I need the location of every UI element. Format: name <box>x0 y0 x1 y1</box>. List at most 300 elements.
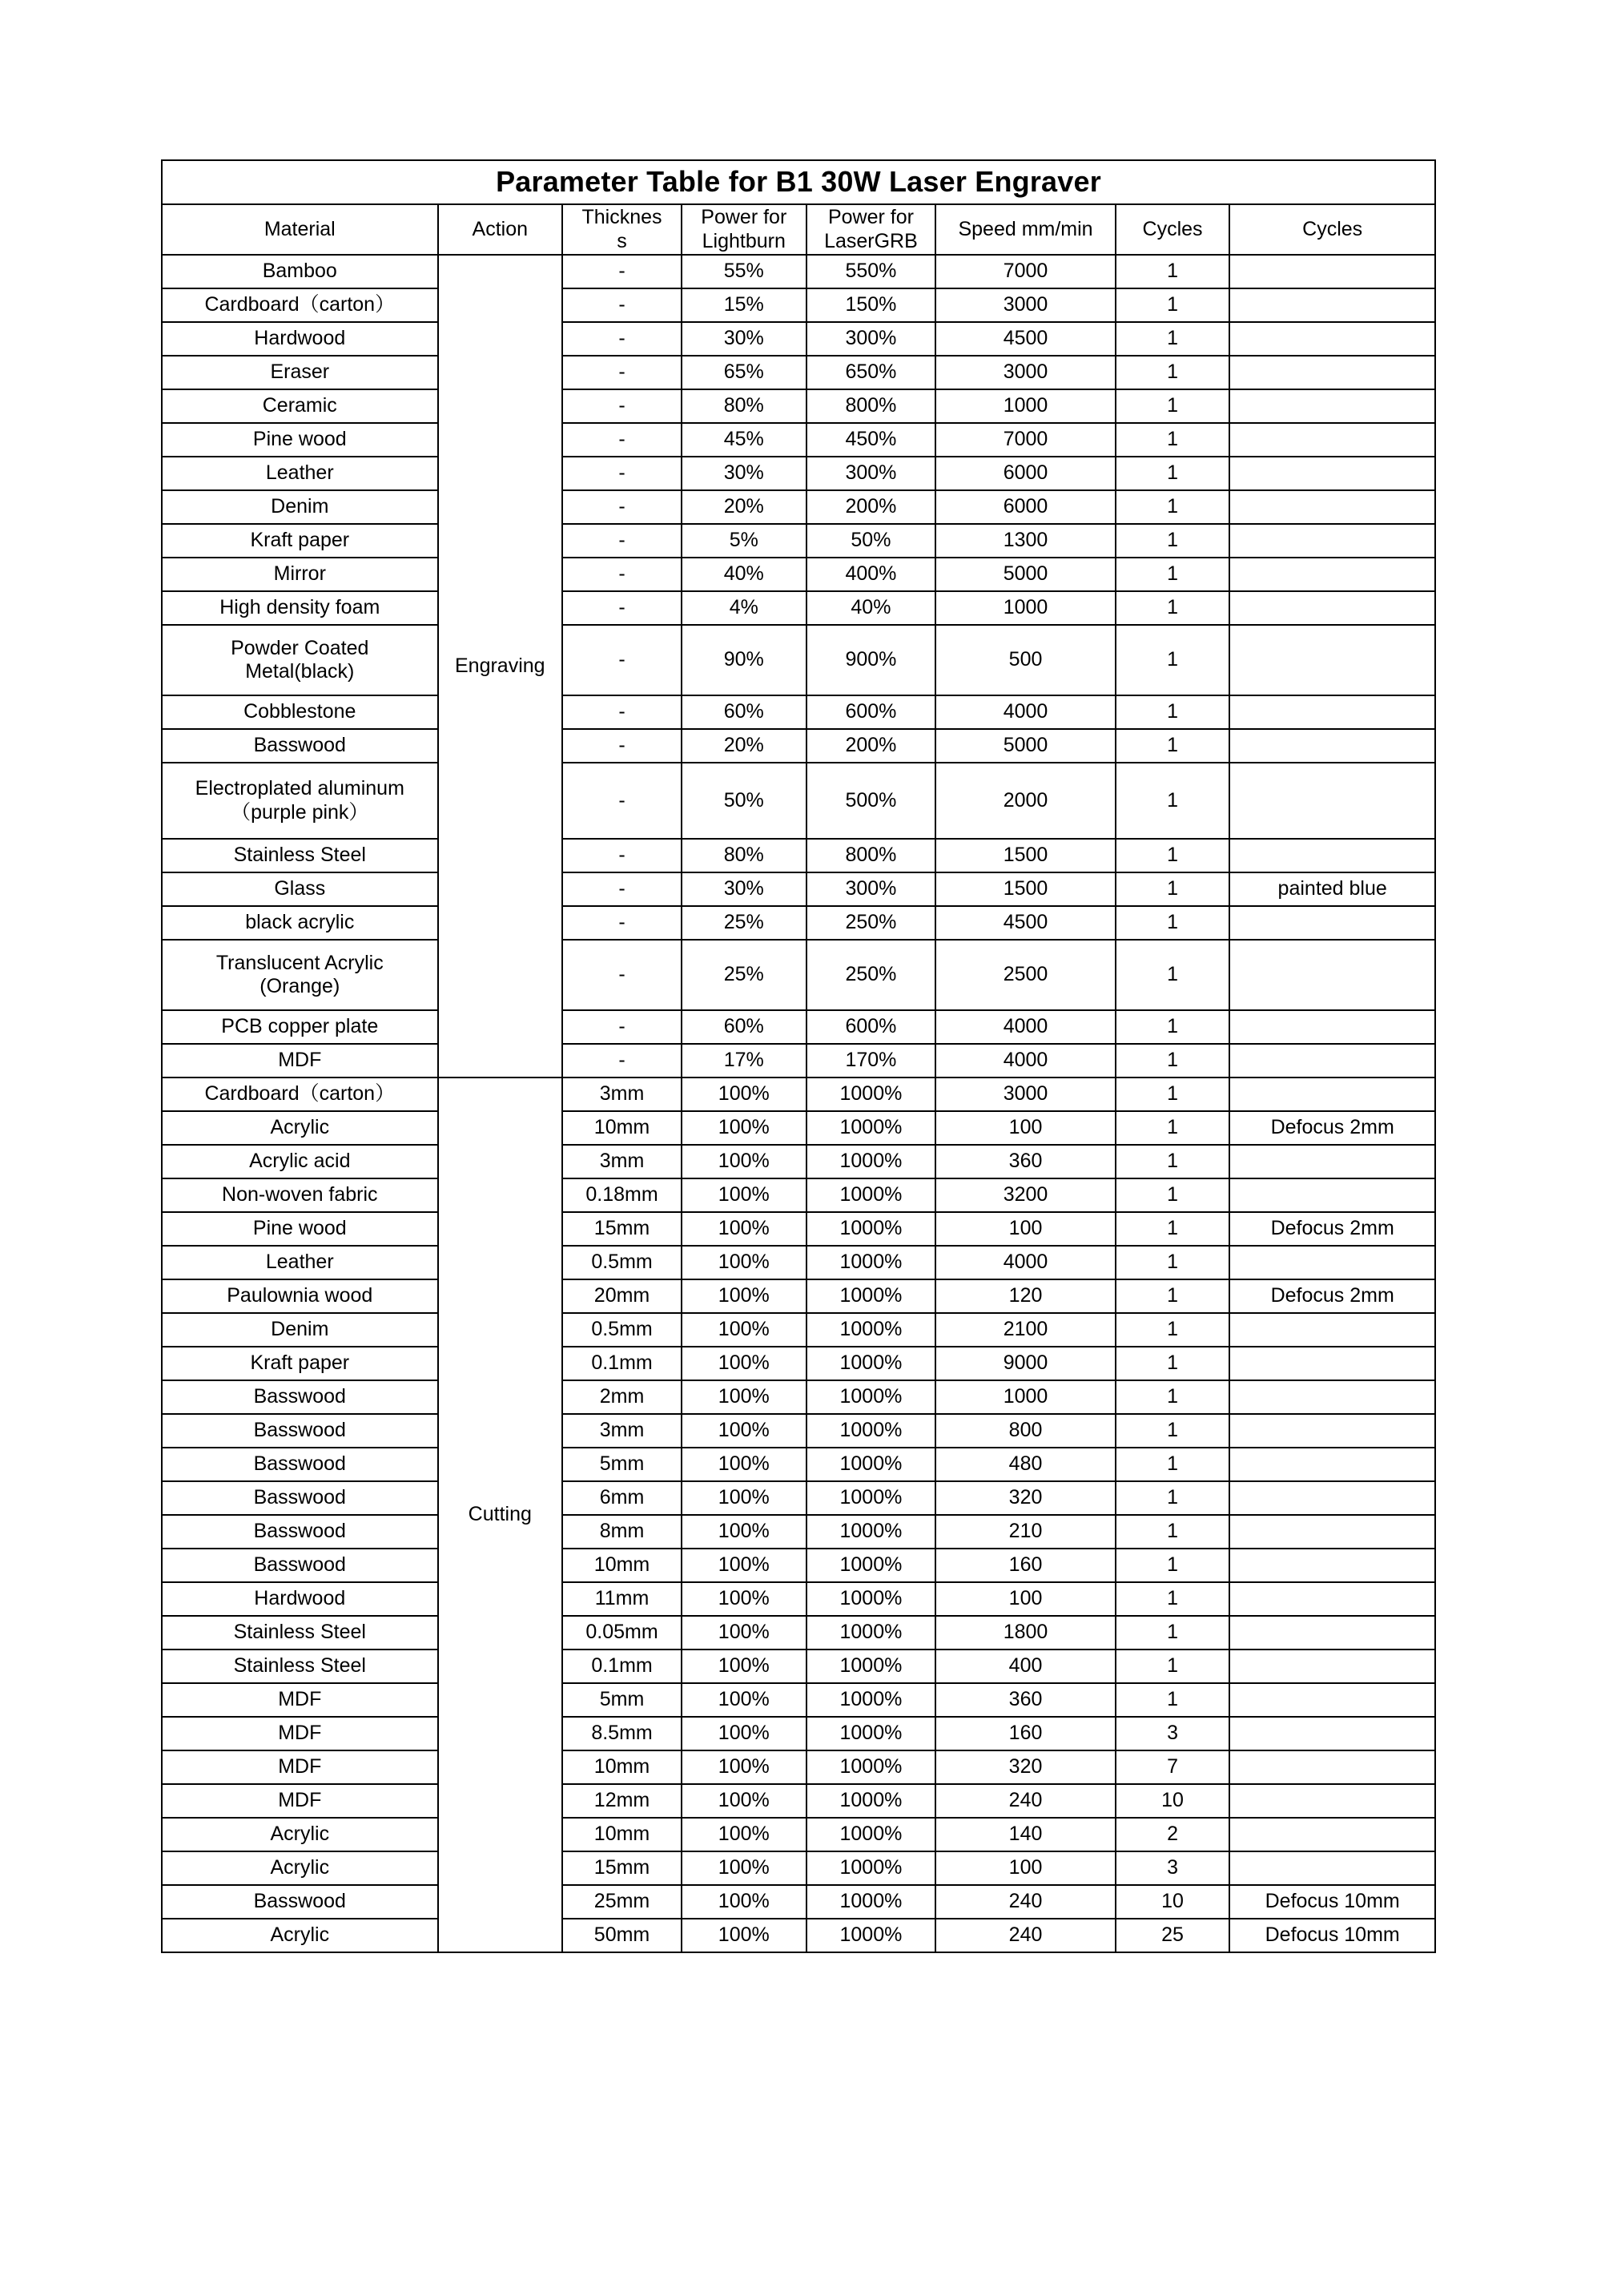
table-row <box>162 1481 1435 1515</box>
cell-power-lasergrb: 600% <box>806 1010 936 1044</box>
cell-cycles: 1 <box>1116 322 1230 356</box>
cell-power-lasergrb: 500% <box>806 763 936 839</box>
cell-speed: 4500 <box>935 906 1115 940</box>
cell-material-line: MDF <box>278 1049 322 1072</box>
cell-power-lasergrb: 1000% <box>806 1481 936 1515</box>
column-header-material <box>162 204 438 255</box>
column-header-thickness <box>562 204 682 255</box>
cell-thickness: - <box>562 906 682 940</box>
cell-speed: 100 <box>935 1851 1115 1885</box>
cell-cycles: 1 <box>1116 558 1230 591</box>
cell-power-lightburn: 100% <box>682 1582 806 1616</box>
table-row <box>162 1044 1435 1078</box>
cell-power-lightburn: 15% <box>682 288 806 322</box>
cell-thickness: - <box>562 1010 682 1044</box>
cell-power-lightburn: 55% <box>682 255 806 288</box>
cell-thickness: - <box>562 763 682 839</box>
cell-thickness: - <box>562 872 682 906</box>
cell-power-lightburn: 60% <box>682 695 806 729</box>
cell-material-line: Hardwood <box>254 327 346 350</box>
cell-speed: 120 <box>935 1279 1115 1313</box>
table-row <box>162 1649 1435 1683</box>
cell-cycles: 3 <box>1116 1851 1230 1885</box>
cell-thickness: - <box>562 1044 682 1078</box>
cell-notes <box>1229 839 1435 872</box>
cell-speed: 4500 <box>935 322 1115 356</box>
cell-material <box>162 1683 438 1717</box>
cell-power-lightburn: 100% <box>682 1851 806 1885</box>
cell-notes <box>1229 1616 1435 1649</box>
cell-speed: 4000 <box>935 695 1115 729</box>
cell-speed: 210 <box>935 1515 1115 1549</box>
cell-notes <box>1229 1448 1435 1481</box>
cell-notes <box>1229 763 1435 839</box>
cell-power-lasergrb: 250% <box>806 906 936 940</box>
column-header-line: Power for <box>827 206 914 228</box>
table-row <box>162 839 1435 872</box>
cell-power-lightburn: 30% <box>682 322 806 356</box>
cell-material-line: Powder Coated <box>231 636 369 659</box>
cell-thickness: 11mm <box>562 1582 682 1616</box>
cell-speed: 2500 <box>935 940 1115 1010</box>
cell-speed: 360 <box>935 1683 1115 1717</box>
table-row <box>162 1616 1435 1649</box>
cell-cycles: 1 <box>1116 524 1230 558</box>
parameter-table <box>161 159 1436 1953</box>
cell-cycles: 1 <box>1116 1347 1230 1380</box>
table-row <box>162 524 1435 558</box>
cell-power-lasergrb: 1000% <box>806 1549 936 1582</box>
cell-material-line: Basswood <box>253 1890 346 1913</box>
cell-speed: 100 <box>935 1212 1115 1246</box>
cell-speed: 7000 <box>935 423 1115 457</box>
cell-power-lasergrb: 1000% <box>806 1078 936 1111</box>
cell-material <box>162 1414 438 1448</box>
cell-speed: 6000 <box>935 490 1115 524</box>
cell-notes <box>1229 625 1435 695</box>
cell-cycles: 3 <box>1116 1717 1230 1750</box>
cell-notes <box>1229 1481 1435 1515</box>
cell-material-line: Metal(black) <box>245 660 355 683</box>
cell-material <box>162 839 438 872</box>
cell-material <box>162 1246 438 1279</box>
cell-power-lasergrb: 300% <box>806 872 936 906</box>
cell-power-lightburn: 25% <box>682 906 806 940</box>
cell-thickness: 10mm <box>562 1750 682 1784</box>
cell-power-lasergrb: 150% <box>806 288 936 322</box>
cell-material <box>162 591 438 625</box>
table-row <box>162 1313 1435 1347</box>
page-title: Parameter Table for B1 30W Laser Engraver <box>162 160 1435 204</box>
cell-thickness: 3mm <box>562 1414 682 1448</box>
cell-material-line: Glass <box>274 877 326 900</box>
cell-thickness: - <box>562 839 682 872</box>
cell-speed: 360 <box>935 1145 1115 1178</box>
table-row <box>162 1212 1435 1246</box>
cell-thickness: 50mm <box>562 1919 682 1952</box>
cell-power-lasergrb: 1000% <box>806 1818 936 1851</box>
cell-power-lasergrb: 400% <box>806 558 936 591</box>
cell-thickness: - <box>562 558 682 591</box>
cell-notes <box>1229 1414 1435 1448</box>
cell-speed: 400 <box>935 1649 1115 1683</box>
cell-material-line: PCB copper plate <box>221 1015 379 1038</box>
table-body <box>162 160 1435 1952</box>
cell-speed: 1000 <box>935 1380 1115 1414</box>
cell-power-lasergrb: 1000% <box>806 1750 936 1784</box>
cell-speed: 100 <box>935 1582 1115 1616</box>
cell-material-line: Ceramic <box>262 394 337 417</box>
table-row <box>162 1549 1435 1582</box>
cell-power-lightburn: 100% <box>682 1717 806 1750</box>
cell-power-lasergrb: 300% <box>806 457 936 490</box>
table-row <box>162 1078 1435 1111</box>
cell-material <box>162 940 438 1010</box>
cell-material-line: Bamboo <box>262 260 337 283</box>
cell-speed: 240 <box>935 1784 1115 1818</box>
cell-thickness: 0.1mm <box>562 1649 682 1683</box>
cell-material <box>162 1078 438 1111</box>
cell-material <box>162 1582 438 1616</box>
cell-speed: 3000 <box>935 356 1115 389</box>
cell-power-lightburn: 80% <box>682 839 806 872</box>
cell-material <box>162 1279 438 1313</box>
cell-thickness: - <box>562 591 682 625</box>
table-row <box>162 1380 1435 1414</box>
cell-material <box>162 1919 438 1952</box>
cell-material-line: Basswood <box>253 1385 346 1408</box>
cell-cycles: 1 <box>1116 1313 1230 1347</box>
cell-power-lightburn: 100% <box>682 1313 806 1347</box>
cell-notes <box>1229 1549 1435 1582</box>
column-header-line: Thicknes <box>581 206 662 228</box>
cell-cycles: 1 <box>1116 1582 1230 1616</box>
table-row <box>162 423 1435 457</box>
table-row <box>162 1750 1435 1784</box>
cell-material-line: Kraft paper <box>250 529 350 552</box>
cell-notes: Defocus 2mm <box>1229 1111 1435 1145</box>
cell-material-line: Denim <box>271 495 329 518</box>
cell-material-line: Pine wood <box>252 428 347 451</box>
cell-material <box>162 389 438 423</box>
cell-material <box>162 1212 438 1246</box>
cell-material-line: MDF <box>278 1755 322 1778</box>
table-row <box>162 1347 1435 1380</box>
cell-power-lightburn: 100% <box>682 1549 806 1582</box>
cell-material <box>162 1649 438 1683</box>
cell-material-line: Translucent Acrylic <box>215 951 384 974</box>
cell-material <box>162 763 438 839</box>
cell-notes <box>1229 524 1435 558</box>
cell-material <box>162 457 438 490</box>
cell-power-lasergrb: 1000% <box>806 1683 936 1717</box>
table-row <box>162 695 1435 729</box>
cell-cycles: 1 <box>1116 1380 1230 1414</box>
cell-notes <box>1229 1078 1435 1111</box>
cell-power-lightburn: 20% <box>682 490 806 524</box>
cell-thickness: 2mm <box>562 1380 682 1414</box>
column-header-power_lasergrb <box>806 204 936 255</box>
column-header-line: Cycles <box>1302 217 1363 240</box>
cell-material-line: Pine wood <box>252 1217 347 1240</box>
cell-thickness: 20mm <box>562 1279 682 1313</box>
cell-speed: 480 <box>935 1448 1115 1481</box>
cell-cycles: 1 <box>1116 839 1230 872</box>
cell-power-lightburn: 100% <box>682 1347 806 1380</box>
table-row <box>162 729 1435 763</box>
cell-material-line: Stainless Steel <box>233 1654 366 1678</box>
column-header-line: Cycles <box>1142 217 1203 240</box>
cell-cycles: 1 <box>1116 1279 1230 1313</box>
cell-speed: 240 <box>935 1885 1115 1919</box>
cell-power-lasergrb: 450% <box>806 423 936 457</box>
cell-material <box>162 1448 438 1481</box>
cell-material <box>162 524 438 558</box>
cell-material <box>162 1616 438 1649</box>
cell-notes <box>1229 1145 1435 1178</box>
table-title-row <box>162 160 1435 204</box>
cell-thickness: 0.5mm <box>562 1313 682 1347</box>
cell-thickness: 3mm <box>562 1145 682 1178</box>
cell-cycles: 1 <box>1116 1010 1230 1044</box>
cell-thickness: 0.18mm <box>562 1178 682 1212</box>
cell-speed: 9000 <box>935 1347 1115 1380</box>
cell-notes <box>1229 1683 1435 1717</box>
column-header-notes <box>1229 204 1435 255</box>
table-row <box>162 1178 1435 1212</box>
cell-power-lightburn: 25% <box>682 940 806 1010</box>
cell-material-line: Eraser <box>270 361 330 384</box>
column-header-line: Speed mm/min <box>958 217 1093 240</box>
cell-thickness: 10mm <box>562 1111 682 1145</box>
cell-cycles: 1 <box>1116 763 1230 839</box>
cell-cycles: 1 <box>1116 457 1230 490</box>
cell-thickness: 6mm <box>562 1481 682 1515</box>
cell-cycles: 1 <box>1116 625 1230 695</box>
cell-material-line: Basswood <box>253 1553 346 1577</box>
cell-power-lasergrb: 600% <box>806 695 936 729</box>
table-row <box>162 1414 1435 1448</box>
table-row <box>162 1010 1435 1044</box>
table-row <box>162 288 1435 322</box>
cell-cycles: 1 <box>1116 1078 1230 1111</box>
cell-material-line: （purple pink） <box>231 800 369 824</box>
cell-power-lightburn: 100% <box>682 1885 806 1919</box>
table-row <box>162 558 1435 591</box>
cell-material <box>162 1010 438 1044</box>
table-row <box>162 872 1435 906</box>
cell-power-lightburn: 65% <box>682 356 806 389</box>
cell-power-lasergrb: 650% <box>806 356 936 389</box>
cell-thickness: 15mm <box>562 1851 682 1885</box>
table-row <box>162 1279 1435 1313</box>
cell-material-line: Cardboard（carton） <box>204 293 396 316</box>
cell-power-lasergrb: 1000% <box>806 1414 936 1448</box>
cell-notes <box>1229 1313 1435 1347</box>
cell-material <box>162 1851 438 1885</box>
cell-cycles: 7 <box>1116 1750 1230 1784</box>
cell-material-line: (Orange) <box>259 975 340 997</box>
cell-material-line: Stainless Steel <box>233 1621 366 1644</box>
cell-cycles: 1 <box>1116 940 1230 1010</box>
table-row <box>162 1246 1435 1279</box>
cell-material <box>162 1178 438 1212</box>
table-row <box>162 1582 1435 1616</box>
cell-cycles: 1 <box>1116 1145 1230 1178</box>
cell-power-lasergrb: 900% <box>806 625 936 695</box>
cell-material-line: Acrylic <box>270 1823 330 1846</box>
cell-material <box>162 1380 438 1414</box>
cell-power-lightburn: 100% <box>682 1246 806 1279</box>
cell-material-line: Acrylic acid <box>249 1150 351 1173</box>
cell-power-lasergrb: 1000% <box>806 1246 936 1279</box>
table-row <box>162 906 1435 940</box>
cell-material-line: Paulownia wood <box>227 1284 373 1307</box>
cell-notes: Defocus 10mm <box>1229 1885 1435 1919</box>
cell-material-line: black acrylic <box>245 911 355 934</box>
table-row <box>162 1784 1435 1818</box>
table-row <box>162 940 1435 1010</box>
cell-material <box>162 288 438 322</box>
cell-cycles: 1 <box>1116 1549 1230 1582</box>
cell-material-line: Acrylic <box>270 1116 330 1139</box>
cell-speed: 6000 <box>935 457 1115 490</box>
cell-power-lasergrb: 250% <box>806 940 936 1010</box>
table-row <box>162 1818 1435 1851</box>
table-row <box>162 763 1435 839</box>
cell-power-lasergrb: 1000% <box>806 1111 936 1145</box>
cell-speed: 1300 <box>935 524 1115 558</box>
cell-power-lasergrb: 1000% <box>806 1448 936 1481</box>
cell-power-lightburn: 5% <box>682 524 806 558</box>
cell-power-lasergrb: 1000% <box>806 1313 936 1347</box>
cell-notes <box>1229 1515 1435 1549</box>
column-header-action <box>438 204 562 255</box>
table-row <box>162 457 1435 490</box>
cell-thickness: - <box>562 288 682 322</box>
cell-thickness: 0.05mm <box>562 1616 682 1649</box>
cell-power-lightburn: 50% <box>682 763 806 839</box>
cell-cycles: 1 <box>1116 490 1230 524</box>
table-row <box>162 356 1435 389</box>
cell-cycles: 1 <box>1116 356 1230 389</box>
cell-power-lightburn: 100% <box>682 1481 806 1515</box>
cell-material-line: Cobblestone <box>243 700 356 723</box>
cell-power-lightburn: 4% <box>682 591 806 625</box>
cell-notes <box>1229 1044 1435 1078</box>
cell-power-lightburn: 100% <box>682 1111 806 1145</box>
cell-thickness: 5mm <box>562 1448 682 1481</box>
cell-speed: 100 <box>935 1111 1115 1145</box>
cell-speed: 160 <box>935 1549 1115 1582</box>
cell-power-lasergrb: 800% <box>806 839 936 872</box>
cell-power-lasergrb: 1000% <box>806 1885 936 1919</box>
table-row <box>162 1515 1435 1549</box>
column-header-line: LaserGRB <box>824 229 918 252</box>
cell-power-lasergrb: 550% <box>806 255 936 288</box>
cell-material <box>162 1549 438 1582</box>
cell-thickness: 5mm <box>562 1683 682 1717</box>
cell-speed: 3200 <box>935 1178 1115 1212</box>
cell-notes <box>1229 1582 1435 1616</box>
table-row <box>162 625 1435 695</box>
cell-power-lightburn: 100% <box>682 1515 806 1549</box>
cell-power-lightburn: 100% <box>682 1212 806 1246</box>
cell-notes <box>1229 1649 1435 1683</box>
cell-power-lightburn: 100% <box>682 1145 806 1178</box>
cell-thickness: 10mm <box>562 1818 682 1851</box>
cell-material <box>162 1313 438 1347</box>
cell-cycles: 1 <box>1116 1649 1230 1683</box>
table-row <box>162 1919 1435 1952</box>
cell-material <box>162 625 438 695</box>
cell-material-line: Leather <box>265 461 334 485</box>
cell-material-line: Kraft paper <box>250 1351 350 1375</box>
cell-speed: 320 <box>935 1750 1115 1784</box>
cell-cycles: 10 <box>1116 1885 1230 1919</box>
cell-power-lightburn: 100% <box>682 1649 806 1683</box>
cell-thickness: - <box>562 322 682 356</box>
cell-power-lightburn: 90% <box>682 625 806 695</box>
table-row <box>162 1885 1435 1919</box>
cell-speed: 1000 <box>935 389 1115 423</box>
cell-notes: painted blue <box>1229 872 1435 906</box>
cell-material <box>162 558 438 591</box>
cell-cycles: 1 <box>1116 1448 1230 1481</box>
cell-cycles: 1 <box>1116 288 1230 322</box>
cell-thickness: - <box>562 457 682 490</box>
cell-thickness: 8.5mm <box>562 1717 682 1750</box>
cell-action-engraving: Engraving <box>438 255 562 1078</box>
cell-material <box>162 695 438 729</box>
cell-power-lightburn: 100% <box>682 1414 806 1448</box>
cell-cycles: 1 <box>1116 695 1230 729</box>
cell-speed: 4000 <box>935 1246 1115 1279</box>
cell-notes <box>1229 695 1435 729</box>
cell-power-lightburn: 100% <box>682 1448 806 1481</box>
cell-speed: 140 <box>935 1818 1115 1851</box>
cell-power-lasergrb: 1000% <box>806 1582 936 1616</box>
cell-thickness: 15mm <box>562 1212 682 1246</box>
cell-material-line: Basswood <box>253 1486 346 1509</box>
table-row <box>162 1683 1435 1717</box>
cell-power-lightburn: 100% <box>682 1380 806 1414</box>
cell-cycles: 1 <box>1116 1178 1230 1212</box>
cell-material-line: Basswood <box>253 1419 346 1442</box>
column-header-line: Material <box>263 217 336 240</box>
cell-power-lasergrb: 1000% <box>806 1212 936 1246</box>
cell-power-lightburn: 45% <box>682 423 806 457</box>
cell-material-line: MDF <box>278 1722 322 1745</box>
cell-notes <box>1229 1347 1435 1380</box>
cell-material-line: MDF <box>278 1789 322 1812</box>
cell-material-line: Basswood <box>253 734 346 757</box>
cell-material-line: Electroplated aluminum <box>195 777 404 800</box>
cell-material-line: Basswood <box>253 1452 346 1476</box>
table-row <box>162 1851 1435 1885</box>
cell-material <box>162 1818 438 1851</box>
cell-material <box>162 1750 438 1784</box>
cell-material-line: Stainless Steel <box>233 844 366 867</box>
cell-power-lasergrb: 1000% <box>806 1616 936 1649</box>
cell-notes <box>1229 389 1435 423</box>
cell-notes <box>1229 940 1435 1010</box>
cell-speed: 1800 <box>935 1616 1115 1649</box>
cell-thickness: - <box>562 490 682 524</box>
column-header-line: s <box>617 229 627 252</box>
cell-power-lasergrb: 1000% <box>806 1717 936 1750</box>
cell-notes <box>1229 1851 1435 1885</box>
